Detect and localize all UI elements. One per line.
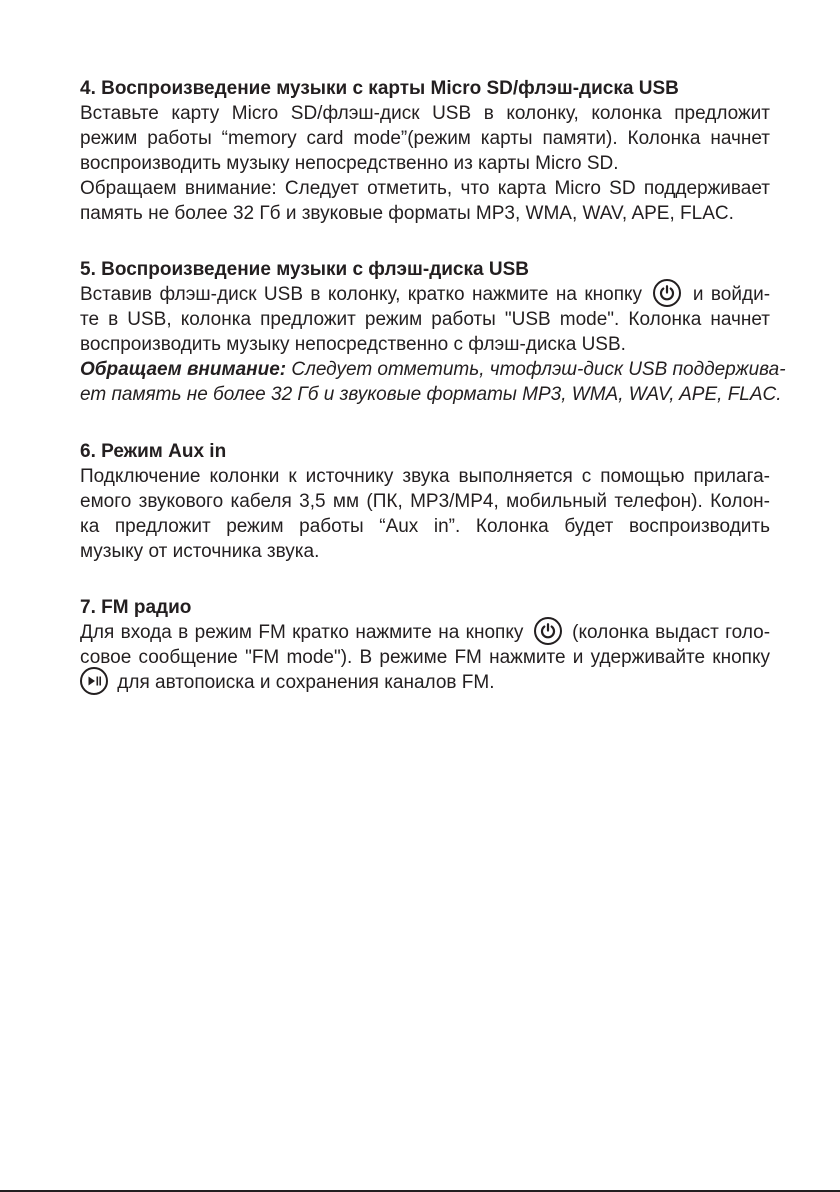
- paragraph-line: Вставьте карту Micro SD/флэш-диск USB в колонку, колонка предложит: [80, 103, 770, 124]
- section-heading: 7. FM радио: [80, 597, 192, 618]
- note-line: [80, 357, 786, 382]
- note-label: Обращаем внимание:: [80, 359, 287, 380]
- note-line: ет память не более 32 Гб и звуковые форматы MP3, WMA, WAV, APE, FLAC.: [80, 384, 782, 405]
- section-heading: 5. Воспроизведение музыки с флэш-диска USB: [80, 259, 529, 280]
- section-heading: 4. Воспроизведение музыки с карты Micro SD/флэш-диска USB: [80, 78, 679, 99]
- paragraph-line: ка предложит режим работы “Aux in”. Колонка будет воспроизводить: [80, 516, 770, 537]
- paragraph-line: емого звукового кабеля 3,5 мм (ПК, MP3/MP4, мобильный телефон). Колон-: [80, 491, 770, 512]
- paragraph-line: Обращаем внимание: Следует отметить, что карта Micro SD поддерживает: [80, 178, 770, 199]
- paragraph-line: [80, 620, 770, 645]
- text-fragment: для автопоиска и сохранения каналов FM.: [117, 672, 495, 693]
- paragraph-line: режим работы “memory card mode”(режим карты памяти). Колонка начнет: [80, 128, 770, 149]
- paragraph-line: воспроизводить музыку непосредственно с флэш-диска USB.: [80, 334, 626, 355]
- section-micro-sd: [80, 76, 770, 226]
- text-fragment: Для входа в режим FM кратко нажмите на кнопку: [80, 622, 524, 643]
- text-fragment: и войди-: [692, 284, 771, 305]
- section-aux-in: [80, 439, 770, 564]
- note-text: Следует отметить, чтофлэш-диск USB поддержива-: [286, 359, 786, 380]
- paragraph-line: [80, 282, 770, 307]
- power-icon: [653, 279, 681, 307]
- section-fm-radio: [80, 595, 770, 695]
- paragraph-line: те в USB, колонка предложит режим работы "USB mode". Колонка начнет: [80, 309, 770, 330]
- paragraph-line: музыку от источника звука.: [80, 541, 320, 562]
- power-icon: [534, 617, 562, 645]
- paragraph-line: совое сообщение "FM mode"). В режиме FM нажмите и удерживайте кнопку: [80, 647, 770, 668]
- play-pause-icon: [80, 667, 108, 695]
- paragraph-line: [80, 670, 770, 695]
- text-fragment: (колонка выдаст голо-: [572, 622, 771, 643]
- section-usb: [80, 257, 786, 407]
- paragraph-line: память не более 32 Гб и звуковые форматы MP3, WMA, WAV, APE, FLAC.: [80, 203, 734, 224]
- text-fragment: Вставив флэш-диск USB в колонку, кратко нажмите на кнопку: [80, 284, 643, 305]
- paragraph-line: воспроизводить музыку непосредственно из карты Micro SD.: [80, 153, 619, 174]
- paragraph-line: Подключение колонки к источнику звука выполняется с помощью прилага-: [80, 466, 770, 487]
- section-heading: 6. Режим Aux in: [80, 441, 227, 462]
